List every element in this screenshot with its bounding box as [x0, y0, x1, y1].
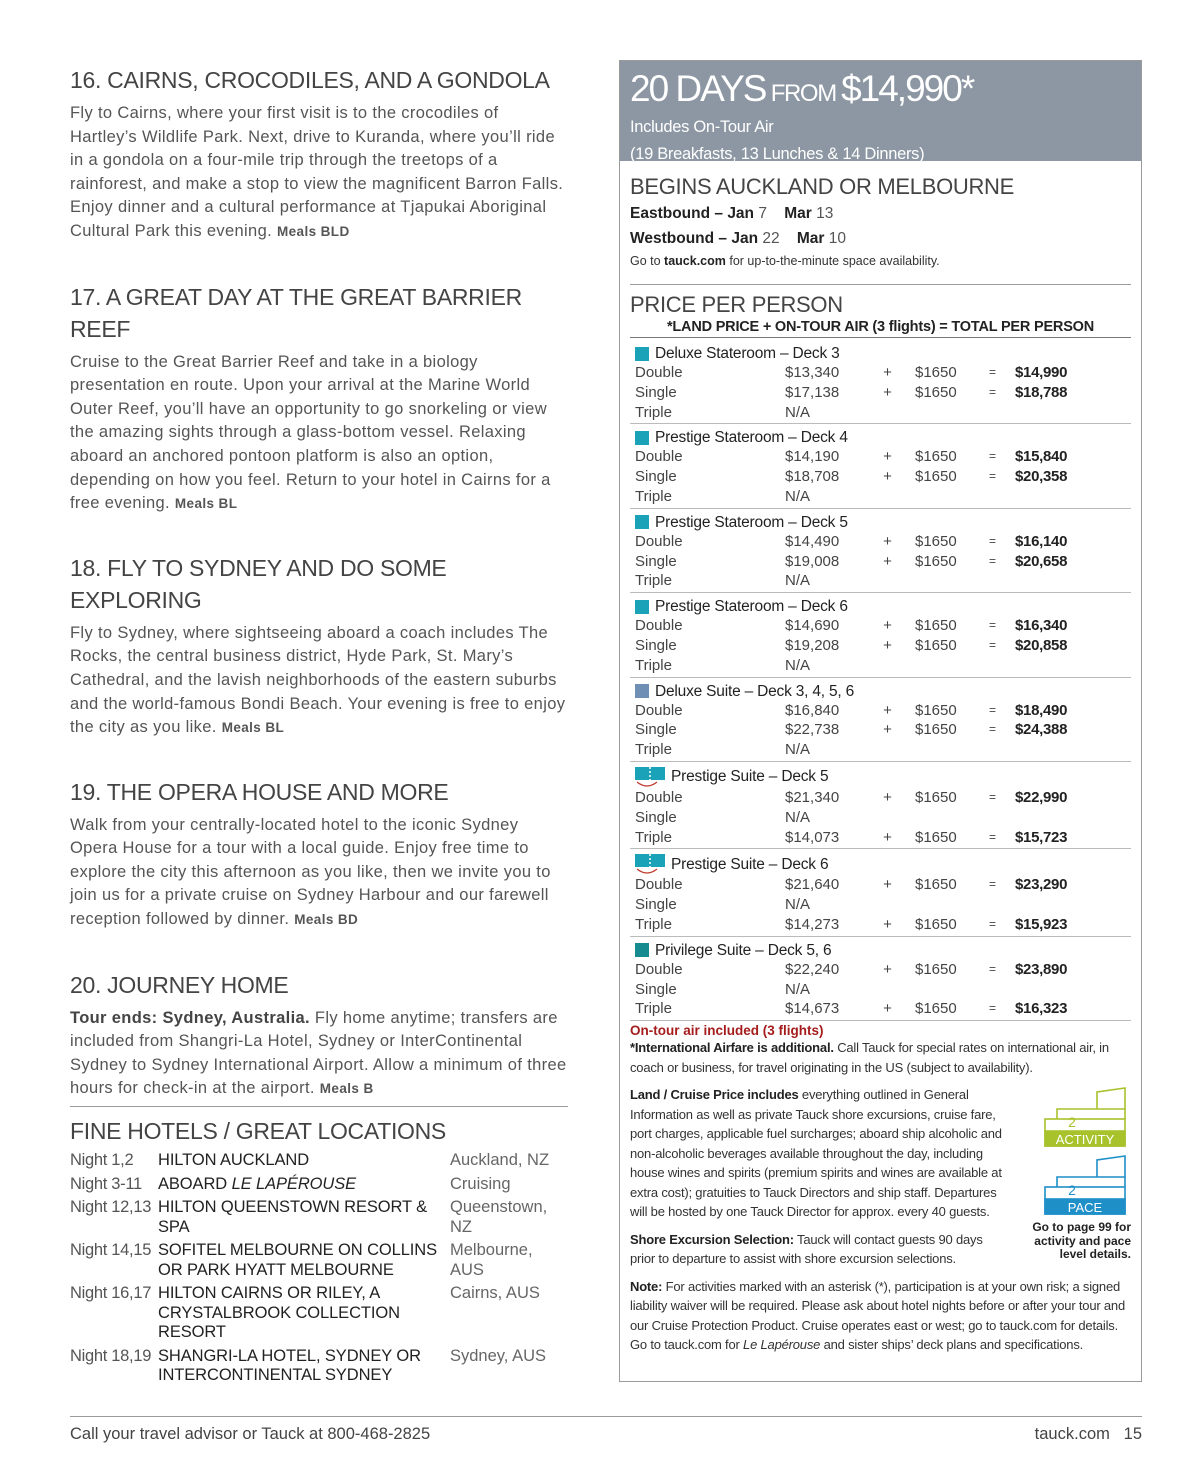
blue-square-icon	[635, 684, 649, 698]
land-price: N/A	[785, 487, 811, 505]
price-row	[630, 403, 1131, 423]
shore-excursion-note: Shore Excursion Selection: Tauck will contact guests 90 days prior to departure to assist with shore excursion selections.	[630, 1231, 983, 1267]
plus-sign: +	[883, 636, 892, 654]
plus-sign	[860, 656, 915, 676]
activities-note: Note: For activities marked with an asterisk (*), participation is at your own risk; a signed liability waiver will be required. Please ask about hotel nights before or after your tour and our Cruise Protection Product. Cruise operates east or west; go to tauck.com for details. Go to tauck.com for Le Lapérouse and sister ships’ deck plans and specifications.	[630, 1278, 1125, 1353]
air-price: $1650	[915, 636, 957, 654]
price-banner	[620, 61, 1141, 161]
plus-sign: +	[883, 1000, 892, 1018]
equals-sign: =	[988, 449, 996, 464]
price-row	[630, 895, 1131, 915]
badge-caption: Go to page 99 for activity and pace level details.	[1032, 1220, 1131, 1262]
room-type: Double	[635, 788, 683, 806]
equals-sign: =	[988, 702, 996, 717]
banner-price: $14,990*	[841, 68, 974, 109]
room-type: Triple	[635, 915, 672, 933]
plus-sign: +	[883, 960, 892, 978]
equals-sign: =	[988, 365, 996, 379]
westbound-dates: Westbound – Jan 22 Mar 10	[630, 230, 846, 247]
price-row	[630, 720, 1131, 740]
price-row	[630, 616, 1131, 636]
room-type: Triple	[635, 741, 672, 759]
hotel-name: SOFITEL MELBOURNE ON COLLINS OR PARK HYATT MELBOURNE	[158, 1241, 437, 1279]
day-description: Fly to Cairns, where your first visit is to the crocodiles of Hartley’s Wildlife Park. Next, drive to Kuranda, where you’ll ride in a gondola on a four-mile trip through the treetops of a rainforest, and make a stop to view the magnificent Barron Falls. Enjoy dinner and a cultural performance at Tjapukai Aboriginal Cultural Park this evening. Meals BLD	[70, 104, 564, 240]
plus-sign: +	[883, 532, 892, 550]
room-type: Double	[635, 876, 683, 894]
category-header	[630, 428, 1131, 447]
price-row	[630, 999, 1131, 1019]
on-tour-air-note: On-tour air included (3 flights)	[630, 1023, 824, 1039]
meals-label: Meals B	[319, 1081, 374, 1097]
hotel-row	[70, 1175, 568, 1195]
activity-level-icon	[1039, 1087, 1131, 1149]
day-section	[70, 776, 570, 932]
land-price: $14,690	[785, 617, 840, 635]
air-price: $1650	[915, 788, 957, 806]
meals-label: Meals BL	[221, 720, 285, 736]
price-category	[630, 509, 1131, 593]
banner-line1: Includes On-Tour Air	[630, 118, 774, 136]
equals-sign: =	[988, 722, 996, 737]
land-price: N/A	[785, 896, 811, 914]
air-price	[915, 895, 970, 915]
price-row	[630, 571, 1131, 591]
plus-sign: +	[883, 552, 892, 570]
day-section	[70, 64, 570, 244]
price-row	[630, 363, 1131, 383]
eastbound-dates: Eastbound – Jan 7 Mar 13	[630, 205, 834, 222]
price-category	[630, 937, 1131, 1021]
category-header	[630, 344, 1131, 363]
air-price: $1650	[915, 960, 957, 978]
pace-level-number: 2	[1068, 1182, 1076, 1199]
room-type: Single	[635, 896, 677, 914]
day-section	[70, 969, 570, 1101]
price-category	[630, 424, 1131, 508]
room-type: Single	[635, 980, 677, 998]
plus-sign: +	[883, 364, 892, 381]
hotel-name: ABOARD LE LAPÉROUSE	[158, 1174, 357, 1193]
room-type: Triple	[635, 656, 672, 674]
price-category	[630, 678, 1131, 762]
teal-square-icon	[635, 431, 649, 445]
room-type: Triple	[635, 487, 672, 505]
plus-sign: +	[883, 468, 892, 486]
price-row	[630, 915, 1131, 935]
pace-label: PACE	[1067, 1200, 1103, 1216]
room-type: Single	[635, 636, 677, 654]
itinerary-column	[70, 64, 570, 1101]
day-description: Fly to Sydney, where sightseeing aboard a coach includes The Rocks, the central business district, Hyde Park, St. Mary’s Cathedral, and the lavish neighborhoods of the eastern suburbs and the world-famous Bondi Beach. Your evening is free to enjoy the city as you like. Meals BL	[70, 623, 566, 737]
land-price: N/A	[785, 403, 811, 421]
hotel-nights: Night 16,17	[70, 1284, 152, 1302]
price-row	[630, 552, 1131, 572]
plus-sign: +	[883, 701, 892, 719]
price-title: PRICE PER PERSON	[630, 292, 843, 317]
total-price: $16,323	[1015, 1000, 1068, 1018]
footer-right	[1035, 1425, 1142, 1444]
equals-sign: =	[988, 618, 996, 633]
pricing-panel	[619, 60, 1142, 1382]
hotel-row	[70, 1151, 568, 1171]
banner-days: 20 DAYS	[630, 68, 766, 109]
air-price	[915, 740, 970, 760]
hotel-nights: Night 18,19	[70, 1346, 152, 1365]
room-type: Single	[635, 468, 677, 486]
room-type: Double	[635, 701, 683, 719]
air-price	[915, 808, 970, 828]
price-includes-note: Land / Cruise Price includes everything outlined in General Information as well as private Tauck shore excursions, cruise fare, port charges, applicable fuel surcharges; aboard ship alcoholic and non-alcoholic beverages available throughout the day, including house wines and spirits (premium spirits and wines are available at extra cost); gratuities to Tauck Directors and ship staff. Departures will be hosted by one Tauck Director for approx. every 40 guests.	[630, 1087, 1002, 1220]
total-price: $20,358	[1015, 468, 1068, 486]
air-price	[915, 980, 970, 1000]
air-price: $1650	[915, 552, 957, 570]
total-price: $15,840	[1015, 448, 1068, 466]
total-price: $23,290	[1015, 876, 1068, 894]
activity-label: ACTIVITY	[1055, 1132, 1115, 1148]
total-price: $23,890	[1015, 960, 1068, 978]
category-header	[630, 766, 1131, 788]
equals-sign: =	[988, 469, 996, 484]
page-number: 15	[1123, 1425, 1142, 1443]
price-row	[630, 532, 1131, 552]
dark-teal-square-icon	[635, 943, 649, 957]
category-name: Privilege Suite – Deck 5, 6	[655, 941, 832, 959]
equals-sign: =	[988, 877, 996, 892]
day-description: Cruise to the Great Barrier Reef and take in a biology presentation en route. Upon your arrival at the Marine World Outer Reef, you’ll have an opportunity to go snorkeling or view the amazing sights through a glass-bottom vessel. Relaxing aboard an anchored pontoon platform is also an option, depending on how you feel. Return to your hotel in Cairns for a free evening. Meals BL	[70, 352, 551, 513]
plus-sign: +	[883, 617, 892, 635]
price-row	[630, 788, 1131, 808]
price-row	[630, 467, 1131, 487]
equals-sign: =	[988, 384, 996, 399]
room-type: Single	[635, 383, 677, 401]
hotel-name: SHANGRI-LA HOTEL, SYDNEY OR INTERCONTINENTAL SYDNEY	[158, 1346, 421, 1384]
total-price: $20,858	[1015, 636, 1068, 654]
room-type: Single	[635, 721, 677, 739]
price-row	[630, 740, 1131, 760]
land-price: $18,708	[785, 468, 840, 486]
price-row	[630, 960, 1131, 980]
equals-sign: =	[988, 553, 996, 568]
footer-contact: Call your travel advisor or Tauck at 800-468-2825	[70, 1425, 431, 1443]
land-price: N/A	[785, 572, 811, 590]
plus-sign: +	[883, 721, 892, 739]
category-name: Prestige Stateroom – Deck 4	[655, 429, 848, 447]
suite-icon-icon	[633, 766, 667, 788]
day-title: 16. CAIRNS, CROCODILES, AND A GONDOLA	[70, 67, 550, 93]
price-row	[630, 383, 1131, 403]
land-price: N/A	[785, 808, 811, 826]
category-name: Prestige Stateroom – Deck 5	[655, 513, 848, 531]
total-price: $20,658	[1015, 552, 1068, 570]
hotel-location: Cruising	[450, 1174, 511, 1193]
hotel-name: HILTON QUEENSTOWN RESORT & SPA	[158, 1198, 428, 1236]
land-price: $14,190	[785, 448, 840, 466]
hotel-row	[70, 1347, 568, 1386]
land-price: $14,273	[785, 915, 840, 933]
price-category	[630, 762, 1131, 849]
price-row	[630, 701, 1131, 721]
category-header	[630, 853, 1131, 875]
total-price: $24,388	[1015, 721, 1068, 739]
category-name: Prestige Stateroom – Deck 6	[655, 598, 848, 616]
price-row	[630, 875, 1131, 895]
hotel-row	[70, 1284, 568, 1343]
day-section	[70, 281, 570, 516]
total-price	[1015, 571, 1131, 591]
plus-sign	[860, 571, 915, 591]
room-type: Double	[635, 960, 683, 978]
air-price: $1650	[915, 617, 957, 635]
total-price	[1015, 403, 1131, 423]
includes-block	[630, 1085, 1131, 1269]
room-type: Single	[635, 808, 677, 826]
air-price: $1650	[915, 383, 957, 401]
land-price: $19,008	[785, 552, 840, 570]
air-price: $1650	[915, 532, 957, 550]
category-header	[630, 513, 1131, 532]
tour-end-lead: Tour ends: Sydney, Australia.	[70, 1008, 310, 1027]
hotel-location: Cairns, AUS	[450, 1284, 540, 1302]
equals-sign	[970, 895, 1015, 915]
availability-note: Go to tauck.com for up-to-the-minute space availability.	[630, 254, 940, 268]
banner-from: FROM	[770, 80, 836, 107]
hotels-title: FINE HOTELS / GREAT LOCATIONS	[70, 1118, 446, 1144]
equals-sign	[970, 740, 1015, 760]
plus-sign	[860, 487, 915, 507]
tauck-link[interactable]: tauck.com	[664, 254, 726, 268]
room-type: Triple	[635, 403, 672, 421]
banner-headline	[630, 69, 1131, 114]
price-row	[630, 808, 1131, 828]
category-header	[630, 682, 1131, 701]
air-price	[915, 571, 970, 591]
price-category	[630, 593, 1131, 677]
meals-label: Meals BLD	[276, 223, 350, 239]
total-price: $16,340	[1015, 617, 1068, 635]
air-price: $1650	[915, 364, 957, 381]
hotel-nights: Night 1,2	[70, 1151, 134, 1169]
day-title: 19. THE OPERA HOUSE AND MORE	[70, 778, 449, 805]
land-price: $14,073	[785, 828, 840, 846]
air-price	[915, 403, 970, 423]
suite-icon-icon	[633, 853, 667, 875]
land-price: N/A	[785, 656, 811, 674]
air-price: $1650	[915, 448, 957, 466]
category-name: Deluxe Stateroom – Deck 3	[655, 345, 840, 362]
room-type: Double	[635, 364, 683, 381]
category-header	[630, 941, 1131, 960]
equals-sign	[970, 487, 1015, 507]
hotel-name: HILTON AUCKLAND	[158, 1151, 310, 1169]
air-price: $1650	[915, 876, 957, 894]
equals-sign	[970, 656, 1015, 676]
day-title: 20. JOURNEY HOME	[70, 971, 289, 998]
price-row	[630, 828, 1131, 848]
equals-sign	[970, 808, 1015, 828]
meals-label: Meals BL	[174, 496, 238, 512]
hotel-nights: Night 3-11	[70, 1174, 142, 1193]
panel-body	[620, 161, 1141, 1355]
pace-level-icon	[1039, 1155, 1131, 1217]
plus-sign: +	[883, 876, 892, 894]
hotel-nights: Night 12,13	[70, 1198, 152, 1216]
category-header	[630, 597, 1131, 616]
begins-title: BEGINS AUCKLAND OR MELBOURNE	[630, 174, 1015, 199]
hotel-row	[70, 1241, 568, 1280]
activity-level-number: 2	[1068, 1114, 1076, 1131]
total-price	[1015, 740, 1131, 760]
price-row	[630, 980, 1131, 1000]
land-price: $14,673	[785, 1000, 840, 1018]
air-price: $1650	[915, 915, 957, 933]
hotels-list	[70, 1151, 568, 1386]
total-price: $16,140	[1015, 532, 1068, 550]
teal-square-icon	[635, 515, 649, 529]
intl-airfare-note: *International Airfare is additional. Call Tauck for special rates on international air, in coach or business, for travel originating in the US (subject to availability).	[630, 1040, 1109, 1075]
equals-sign: =	[988, 916, 996, 931]
equals-sign: =	[988, 637, 996, 652]
equals-sign: =	[988, 533, 996, 548]
plus-sign: +	[883, 383, 892, 401]
plus-sign: +	[883, 828, 892, 846]
equals-sign	[970, 403, 1015, 423]
total-price: $22,990	[1015, 788, 1068, 806]
hotel-location: Auckland, NZ	[450, 1151, 550, 1169]
divider	[630, 284, 1131, 285]
equals-sign: =	[988, 789, 996, 804]
price-row	[630, 656, 1131, 676]
category-name: Prestige Suite – Deck 5	[671, 768, 829, 786]
air-price: $1650	[915, 721, 957, 739]
hotel-nights: Night 14,15	[70, 1241, 152, 1259]
land-price: $14,490	[785, 532, 840, 550]
plus-sign	[860, 808, 915, 828]
total-price: $15,723	[1015, 828, 1068, 846]
plus-sign	[860, 895, 915, 915]
total-price	[1015, 980, 1131, 1000]
hotels-section	[70, 1106, 568, 1390]
room-type: Triple	[635, 572, 672, 590]
air-price: $1650	[915, 828, 957, 846]
price-row	[630, 447, 1131, 467]
land-price: $17,138	[785, 383, 840, 401]
hotel-name: HILTON CAIRNS OR RILEY, A CRYSTALBROOK COLLECTION RESORT	[158, 1284, 400, 1341]
land-price: N/A	[785, 980, 811, 998]
total-price: $15,923	[1015, 915, 1068, 933]
room-type: Triple	[635, 1000, 672, 1018]
price-table	[630, 340, 1131, 1021]
air-price: $1650	[915, 1000, 957, 1018]
equals-sign: =	[988, 961, 996, 976]
total-price	[1015, 808, 1131, 828]
price-formula: *LAND PRICE + ON-TOUR AIR (3 flights) = TOTAL PER PERSON	[630, 319, 1131, 338]
price-row	[630, 636, 1131, 656]
room-type: Triple	[635, 828, 672, 846]
equals-sign: =	[988, 1001, 996, 1016]
land-price: $22,738	[785, 721, 840, 739]
price-row	[630, 487, 1131, 507]
total-price: $18,788	[1015, 383, 1068, 401]
land-price: $21,640	[785, 876, 840, 894]
day-title: 17. A GREAT DAY AT THE GREAT BARRIER REEF	[70, 283, 522, 342]
category-name: Prestige Suite – Deck 6	[671, 855, 829, 873]
day-section	[70, 552, 570, 740]
banner-line2: (19 Breakfasts, 13 Lunches & 14 Dinners)	[630, 145, 925, 163]
room-type: Double	[635, 532, 683, 550]
total-price: $14,990	[1015, 364, 1068, 381]
day-description: Tour ends: Sydney, Australia. Fly home anytime; transfers are included from Shangri-La Hotel, Sydney or InterContinental Sydney to Sydney International Airport. Allow a minimum of three hours for check-in at the airport. Meals B	[70, 1008, 567, 1098]
air-price	[915, 487, 970, 507]
teal-square-icon	[635, 600, 649, 614]
land-price: $13,340	[785, 364, 840, 381]
equals-sign	[970, 980, 1015, 1000]
hotel-location: Queenstown, NZ	[450, 1198, 548, 1236]
meals-label: Meals BD	[294, 912, 359, 928]
plus-sign	[860, 980, 915, 1000]
total-price	[1015, 487, 1131, 507]
room-type: Single	[635, 552, 677, 570]
plus-sign	[860, 740, 915, 760]
hotel-location: Melbourne, AUS	[450, 1241, 533, 1279]
equals-sign	[970, 571, 1015, 591]
price-category	[630, 849, 1131, 936]
price-category	[630, 340, 1131, 424]
day-description: Walk from your centrally-located hotel to the iconic Sydney Opera House for a tour with a local guide. Enjoy free time to explore the city this afternoon as you like, then we invite you to join us for a private cruise on Sydney Harbour and our farewell reception followed by dinner. Meals BD	[70, 815, 551, 929]
total-price	[1015, 656, 1131, 676]
plus-sign: +	[883, 448, 892, 466]
land-price: N/A	[785, 741, 811, 759]
land-price: $16,840	[785, 701, 840, 719]
plus-sign: +	[883, 915, 892, 933]
teal-square-icon	[635, 347, 649, 361]
total-price: $18,490	[1015, 701, 1068, 719]
air-price	[915, 656, 970, 676]
room-type: Double	[635, 617, 683, 635]
land-price: $22,240	[785, 960, 840, 978]
category-name: Deluxe Suite – Deck 3, 4, 5, 6	[655, 682, 855, 700]
air-price: $1650	[915, 468, 957, 486]
land-price: $21,340	[785, 788, 840, 806]
hotel-location: Sydney, AUS	[450, 1346, 546, 1365]
level-badges	[1010, 1085, 1131, 1269]
total-price	[1015, 895, 1131, 915]
land-price: $19,208	[785, 636, 840, 654]
day-title: 18. FLY TO SYDNEY AND DO SOME EXPLORING	[70, 554, 447, 613]
footer-site[interactable]: tauck.com	[1034, 1425, 1110, 1443]
equals-sign: =	[988, 829, 996, 844]
plus-sign: +	[883, 788, 892, 806]
plus-sign	[860, 403, 915, 423]
room-type: Double	[635, 448, 683, 466]
hotel-row	[70, 1198, 568, 1237]
air-price: $1650	[915, 701, 957, 719]
page-footer	[70, 1416, 1142, 1444]
